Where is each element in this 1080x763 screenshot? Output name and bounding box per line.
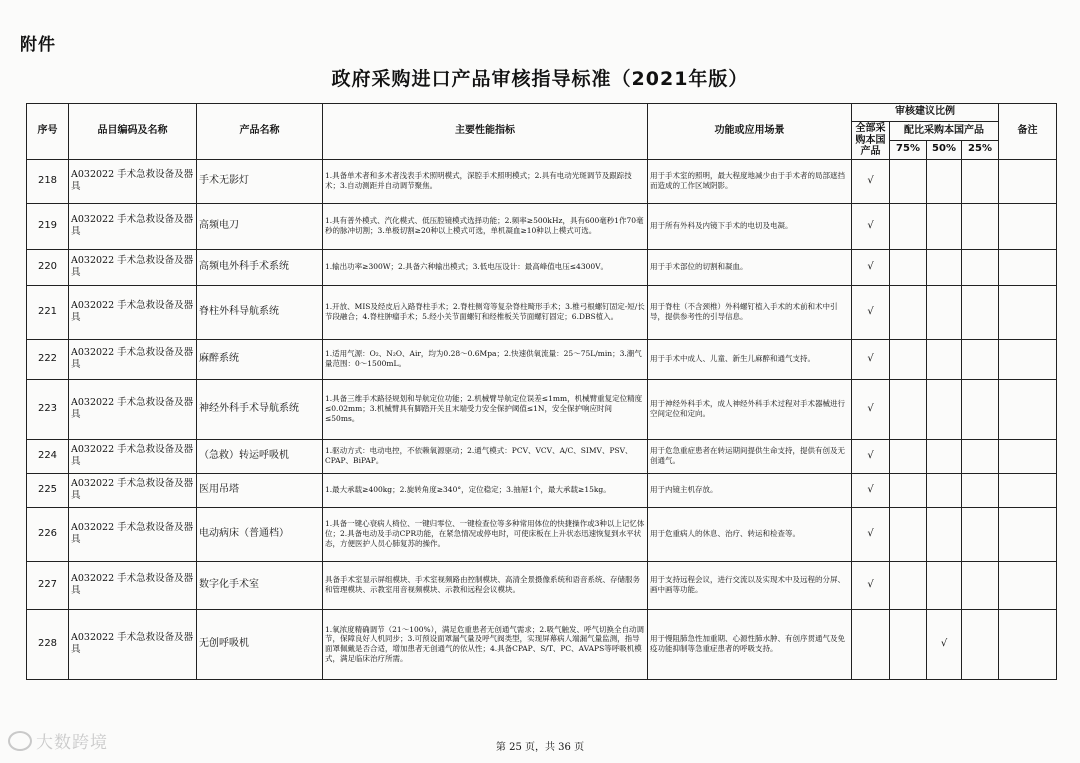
watermark-text: 大数跨境 [36, 733, 108, 753]
row-product-name: 高频电外科手术系统 [197, 249, 323, 285]
row-product-name: 手术无影灯 [197, 159, 323, 203]
row-seq: 227 [27, 561, 69, 609]
row-check-50 [927, 507, 962, 561]
row-check-75 [890, 507, 927, 561]
row-check-full: √ [852, 249, 890, 285]
row-check-75 [890, 159, 927, 203]
col-header-category: 品目编码及名称 [69, 104, 197, 160]
row-performance: 1.具备三维手术路径规划和导航定位功能；2.机械臂导航定位误差≤1mm，机械臂重复定位精度≤0.02mm；3.机械臂具有脚踏开关且末端受力安全保护阈值≤1N，安全保护响应时间≤50ms。 [323, 379, 648, 439]
row-check-25 [962, 339, 999, 379]
table-row [27, 473, 1057, 507]
row-remarks [999, 159, 1057, 203]
row-performance: 1.具备单术者和多术者浅表手术照明模式，深腔手术照明模式；2.具有电动光斑调节及跟踪技术；3.自动测距并自动调节聚焦。 [323, 159, 648, 203]
row-category: A032022 手术急救设备及器具 [69, 507, 197, 561]
col-header-function: 功能或应用场景 [648, 104, 852, 160]
row-check-25 [962, 561, 999, 609]
row-performance: 1.适用气源：O₂、N₂O、Air，均为0.28～0.6Mpa；2.快速供氧流量：25～75L/min；3.潮气量范围：0～1500mL。 [323, 339, 648, 379]
row-performance: 具备手术室显示屏组模块、手术室视频路由控制模块、高清全景摄像系统和语音系统、存储服务和管理模块、示教室用音视频模块、示教和远程会议模块。 [323, 561, 648, 609]
row-category: A032022 手术急救设备及器具 [69, 203, 197, 249]
row-remarks [999, 249, 1057, 285]
row-seq: 219 [27, 203, 69, 249]
row-seq: 223 [27, 379, 69, 439]
col-header-domestic-ratio: 配比采购本国产品 [890, 122, 999, 141]
table-row [27, 249, 1057, 285]
row-seq: 226 [27, 507, 69, 561]
row-category: A032022 手术急救设备及器具 [69, 379, 197, 439]
row-performance: 1.最大承载≥400kg；2.旋转角度≥340°，定位稳定；3.抽屉1个，最大承载≥15kg。 [323, 473, 648, 507]
row-function: 用于内镜主机存放。 [648, 473, 852, 507]
row-check-25 [962, 249, 999, 285]
row-function: 用于手术中成人、儿童、新生儿麻醉和通气支持。 [648, 339, 852, 379]
row-check-50 [927, 561, 962, 609]
row-remarks [999, 203, 1057, 249]
row-category: A032022 手术急救设备及器具 [69, 473, 197, 507]
row-seq: 222 [27, 339, 69, 379]
row-performance: 1.开放、MIS及经皮后入路脊柱手术；2.脊柱侧弯等复杂脊柱畸形手术；3.椎弓根螺钉固定-短/长节段融合；4.脊柱肿瘤手术；5.经小关节面螺钉和经椎板关节面螺钉固定；6.DBS植入。 [323, 285, 648, 339]
row-seq: 224 [27, 439, 69, 473]
row-check-50 [927, 439, 962, 473]
table-row [27, 285, 1057, 339]
row-check-25 [962, 379, 999, 439]
attachment-label: 附件 [20, 35, 56, 55]
row-function: 用于危重病人的休息、治疗、转运和检查等。 [648, 507, 852, 561]
row-product-name: 脊柱外科导航系统 [197, 285, 323, 339]
row-product-name: 无创呼吸机 [197, 609, 323, 679]
row-check-50 [927, 285, 962, 339]
table-row [27, 439, 1057, 473]
row-category: A032022 手术急救设备及器具 [69, 439, 197, 473]
row-function: 用于慢阻肺急性加重期、心源性肺水肿、有创序贯通气及免疫功能抑制等急重症患者的呼吸支持。 [648, 609, 852, 679]
row-performance: 1.氧浓度精确调节（21～100%），满足危重患者无创通气需求；2.吸气触发、呼气切换全自动调节，保障良好人机同步；3.可预设面罩漏气量及呼气阀类型，实现屏幕病人端漏气量监测，指导面罩佩戴是否合适，增加患者无创通气的依从性；4.具备CPAP、S/T、PC、AVAPS等呼吸机模式，满足临床治疗所需。 [323, 609, 648, 679]
row-seq: 225 [27, 473, 69, 507]
row-remarks [999, 561, 1057, 609]
row-check-full: √ [852, 379, 890, 439]
row-product-name: 数字化手术室 [197, 561, 323, 609]
row-check-75 [890, 285, 927, 339]
col-header-pct25: 25% [962, 140, 999, 159]
row-check-50: √ [927, 609, 962, 679]
row-check-50 [927, 339, 962, 379]
row-check-50 [927, 249, 962, 285]
standards-table [26, 103, 1057, 680]
row-remarks [999, 339, 1057, 379]
document-title: 政府采购进口产品审核指导标准（2021年版） [331, 68, 749, 90]
row-product-name: 高频电刀 [197, 203, 323, 249]
table-row [27, 203, 1057, 249]
row-product-name: （急救）转运呼吸机 [197, 439, 323, 473]
row-check-25 [962, 159, 999, 203]
col-header-ratio-group: 审核建议比例 [852, 104, 999, 122]
row-check-25 [962, 285, 999, 339]
row-remarks [999, 285, 1057, 339]
row-product-name: 医用吊塔 [197, 473, 323, 507]
row-remarks [999, 609, 1057, 679]
row-product-name: 神经外科手术导航系统 [197, 379, 323, 439]
row-check-75 [890, 609, 927, 679]
row-check-75 [890, 439, 927, 473]
row-check-full: √ [852, 285, 890, 339]
row-check-full: √ [852, 203, 890, 249]
row-check-full: √ [852, 339, 890, 379]
table-row [27, 159, 1057, 203]
table-row [27, 609, 1057, 679]
row-seq: 221 [27, 285, 69, 339]
row-check-full [852, 609, 890, 679]
row-check-full: √ [852, 473, 890, 507]
row-function: 用于手术部位的切割和凝血。 [648, 249, 852, 285]
row-seq: 218 [27, 159, 69, 203]
row-performance: 1.具有普外模式、汽化模式、低压腔镜模式选择功能；2.频率≥500kHz，具有600毫秒1作70毫秒的脉冲切割；3.单极切割≥20种以上模式可选，单机凝血≥10种以上模式可选。 [323, 203, 648, 249]
row-check-full: √ [852, 561, 890, 609]
page-number: 第 25 页，共 36 页 [495, 742, 585, 753]
row-check-75 [890, 203, 927, 249]
row-category: A032022 手术急救设备及器具 [69, 609, 197, 679]
row-check-75 [890, 473, 927, 507]
col-header-product: 产品名称 [197, 104, 323, 160]
table-row [27, 379, 1057, 439]
table-row [27, 507, 1057, 561]
row-product-name: 麻醉系统 [197, 339, 323, 379]
row-check-25 [962, 507, 999, 561]
col-header-remarks: 备注 [999, 104, 1057, 160]
row-check-75 [890, 249, 927, 285]
row-performance: 1.输出功率≥300W；2.具备六种输出模式；3.低电压设计：最高峰值电压≤4300V。 [323, 249, 648, 285]
row-category: A032022 手术急救设备及器具 [69, 561, 197, 609]
row-check-25 [962, 439, 999, 473]
row-check-full: √ [852, 439, 890, 473]
row-category: A032022 手术急救设备及器具 [69, 159, 197, 203]
table-row [27, 339, 1057, 379]
row-function: 用于支持远程会议，进行交流以及实现术中及远程的分屏、画中画等功能。 [648, 561, 852, 609]
row-function: 用于所有外科及内镜下手术的电切及电凝。 [648, 203, 852, 249]
row-seq: 228 [27, 609, 69, 679]
row-function: 用于神经外科手术，成人神经外科手术过程对手术器械进行空间定位和定向。 [648, 379, 852, 439]
row-performance: 1.具备一键心衰病人椅位、一键归零位、一键检查位等多种常用体位的快捷操作或3种以上记忆体位；2.具备电动及手动CPR功能，在紧急情况或停电时，可使床板在上升状态迅速恢复到水平状态，方便医护人员心肺复苏的操作。 [323, 507, 648, 561]
table-row [27, 561, 1057, 609]
row-category: A032022 手术急救设备及器具 [69, 249, 197, 285]
row-product-name: 电动病床（普通档） [197, 507, 323, 561]
row-check-75 [890, 379, 927, 439]
row-check-full: √ [852, 507, 890, 561]
row-check-25 [962, 203, 999, 249]
row-function: 用于危急重症患者在转运期间提供生命支持，提供有创及无创通气。 [648, 439, 852, 473]
row-category: A032022 手术急救设备及器具 [69, 339, 197, 379]
row-check-50 [927, 473, 962, 507]
row-check-25 [962, 609, 999, 679]
row-function: 用于脊柱（不含颈椎）外科螺钉植入手术的术前和术中引导，提供参考性的引导信息。 [648, 285, 852, 339]
row-function: 用于手术室的照明，最大程度地减少由于手术者的局部遮挡而造成的工作区域阴影。 [648, 159, 852, 203]
row-check-25 [962, 473, 999, 507]
row-check-full: √ [852, 159, 890, 203]
col-header-pct75: 75% [890, 140, 927, 159]
row-category: A032022 手术急救设备及器具 [69, 285, 197, 339]
row-remarks [999, 379, 1057, 439]
row-performance: 1.驱动方式：电动电控，不依赖氧源驱动；2.通气模式：PCV、VCV、A/C、SIMV、PSV、CPAP、BiPAP。 [323, 439, 648, 473]
row-remarks [999, 439, 1057, 473]
row-check-50 [927, 203, 962, 249]
row-seq: 220 [27, 249, 69, 285]
row-check-50 [927, 379, 962, 439]
col-header-full-domestic: 全部采购本国产品 [852, 122, 890, 160]
row-check-75 [890, 561, 927, 609]
row-check-75 [890, 339, 927, 379]
row-remarks [999, 473, 1057, 507]
col-header-performance: 主要性能指标 [323, 104, 648, 160]
col-header-pct50: 50% [927, 140, 962, 159]
col-header-seq: 序号 [27, 104, 69, 160]
row-check-50 [927, 159, 962, 203]
row-remarks [999, 507, 1057, 561]
